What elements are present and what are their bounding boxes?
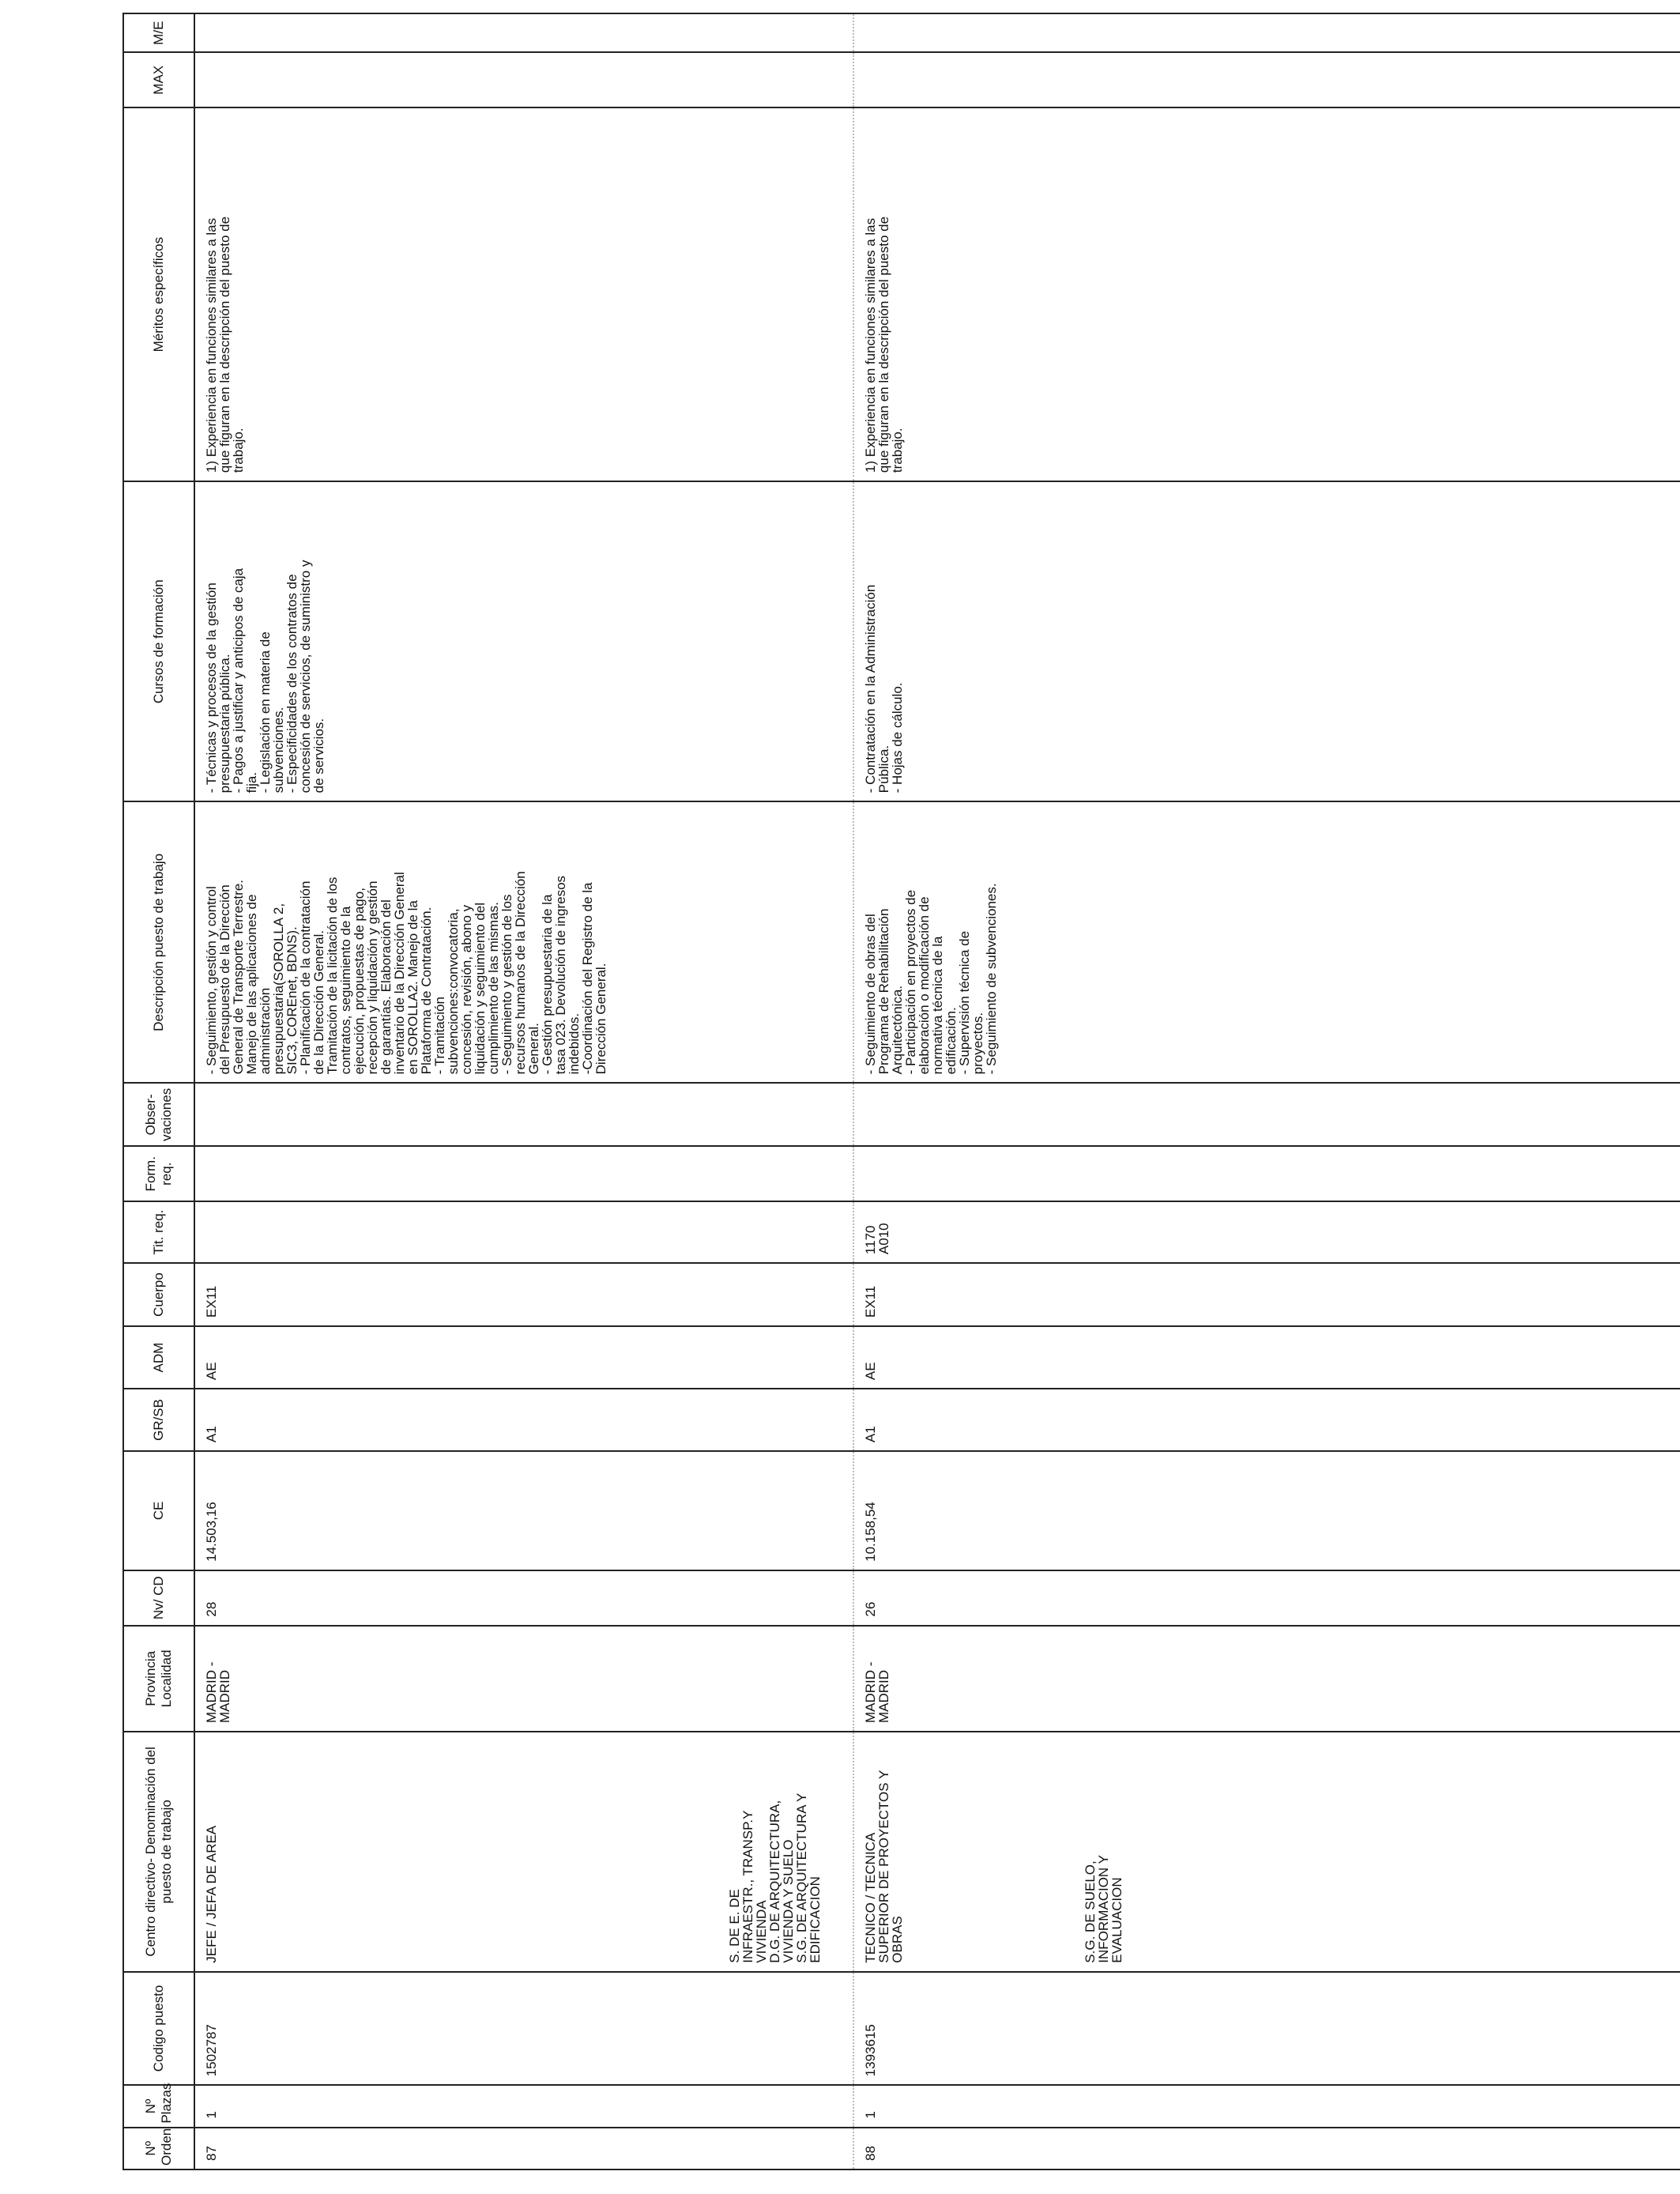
cell-titulacion: 1170 A010 — [853, 1201, 1680, 1263]
cell-codigo: 1502787 — [194, 1972, 853, 2086]
cell-plazas: 1 — [194, 2085, 853, 2127]
col-header-plazas: Nº Plazas — [123, 2085, 194, 2127]
cell-ce: 10.158,54 — [853, 1451, 1680, 1570]
cell-descripcion: - Seguimiento, gestión y control del Presupuesto de la Dirección General de Transporte Terrestre. Manejo de las aplicaciones de administración presupuestaria(SOROLLA 2, SIC3, COREnet, BDNS). - Planificación de la contratación de la Dirección General. Tramitación de la licitación de los contratos, seguimiento de la ejecución, propuestas de pago, recepción y liquidación y gestión de garantías. Elaboración del inventario de la Dirección General en SOROLLA2. Manejo de la Plataforma de Contratación. - Tramitación subvenciones:convocatoria, concesión, revisión, abono y liquidación y seguimiento del cumplimiento de las mismas. - Seguimiento y gestión de los recursos humanos de la Dirección General. - Gestión presupuestaria de la tasa 023. Devolución de ingresos indebidos. -Coordinación del Registro de la Dirección General. — [194, 801, 853, 1083]
cell-formacion — [853, 1146, 1680, 1201]
cell-orden: 88 — [853, 2128, 1680, 2169]
col-header-descripcion: Descripción puesto de trabajo — [123, 801, 194, 1083]
cell-denominacion — [194, 1732, 853, 1972]
cell-observaciones — [853, 1083, 1680, 1146]
col-header-provincia: Provincia Localidad — [123, 1626, 194, 1732]
cell-formacion — [194, 1146, 853, 1201]
header-row — [123, 13, 194, 2169]
cell-cuerpo: EX11 — [194, 1263, 853, 1326]
col-header-ce: CE — [123, 1451, 194, 1570]
col-header-adm: ADM — [123, 1326, 194, 1389]
cell-meritos: 1) Experiencia en funciones similares a las que figuran en la descripción del puesto de trabajo. — [194, 107, 853, 481]
col-header-denominacion: Centro directivo- Denominación del puesto de trabajo — [123, 1732, 194, 1972]
table-row — [853, 13, 1680, 2169]
cell-cursos: - Contratación en la Administración Pública. - Hojas de cálculo. — [853, 481, 1680, 801]
cell-max — [194, 52, 853, 107]
unit-hierarchy-text: S.G. DE SUELO, INFORMACION Y EVALUACION — [1083, 1855, 1124, 1963]
cell-me — [194, 13, 853, 52]
cell-meritos: 1) Experiencia en funciones similares a las que figuran en la descripción del puesto de trabajo. — [853, 107, 1680, 481]
unit-hierarchy-text: S. DE E. DE INFRAESTR., TRANSP.Y VIVIENDA D.G. DE ARQUITECTURA, VIVIENDA Y SUELO S.G. DE ARQUITECTURA Y EDIFICACION — [727, 1793, 823, 1963]
cell-provincia: MADRID - MADRID — [853, 1626, 1680, 1732]
denominacion-text: JEFE / JEFA DE AREA — [204, 1825, 219, 1963]
cell-descripcion: - Seguimiento de obras del Programa de Rehabilitación Arquitectónica. - Participación en proyectos de elaboración o modificación de normativa técnica de la edificación. - Supervisión técnica de proyectos. - Seguimiento de subvenciones. — [853, 801, 1680, 1083]
cell-adm: AE — [853, 1326, 1680, 1389]
cell-orden: 87 — [194, 2128, 853, 2169]
cell-denominacion — [853, 1732, 1680, 1972]
cell-adm: AE — [194, 1326, 853, 1389]
cell-max — [853, 52, 1680, 107]
cell-cuerpo: EX11 — [853, 1263, 1680, 1326]
cell-cursos: - Técnicas y procesos de la gestión presupuestaria pública. - Pagos a justificar y anticipos de caja fija. - Legislación en materia de subvenciones. - Especificidades de los contratos de concesión de servicios, de suministro y de servicios. — [194, 481, 853, 801]
col-header-observaciones: Obser-vaciones — [123, 1083, 194, 1146]
cell-grupo: A1 — [853, 1389, 1680, 1451]
col-header-titulacion: Tit. req. — [123, 1201, 194, 1263]
col-header-orden: Nº Orden — [123, 2128, 194, 2169]
col-header-me: M/E — [123, 13, 194, 52]
cell-plazas: 1 — [853, 2085, 1680, 2127]
job-positions-table — [122, 13, 1680, 2170]
cell-me — [853, 13, 1680, 52]
col-header-meritos: Méritos específicos — [123, 107, 194, 481]
cell-titulacion — [194, 1201, 853, 1263]
cell-codigo: 1393615 — [853, 1972, 1680, 2086]
col-header-nivel: Nv/ CD — [123, 1570, 194, 1626]
cell-grupo: A1 — [194, 1389, 853, 1451]
denominacion-text: TECNICO / TECNICA SUPERIOR DE PROYECTOS Y OBRAS — [863, 1770, 905, 1963]
cell-nivel: 26 — [853, 1570, 1680, 1626]
col-header-grupo: GR/SB — [123, 1389, 194, 1451]
table-row — [194, 13, 853, 2169]
col-header-cursos: Cursos de formación — [123, 481, 194, 801]
cell-provincia: MADRID - MADRID — [194, 1626, 853, 1732]
cell-ce: 14.503,16 — [194, 1451, 853, 1570]
col-header-codigo: Codigo puesto — [123, 1972, 194, 2086]
col-header-max: MAX — [123, 52, 194, 107]
col-header-cuerpo: Cuerpo — [123, 1263, 194, 1326]
cell-nivel: 28 — [194, 1570, 853, 1626]
col-header-formacion: Form. req. — [123, 1146, 194, 1201]
cell-observaciones — [194, 1083, 853, 1146]
